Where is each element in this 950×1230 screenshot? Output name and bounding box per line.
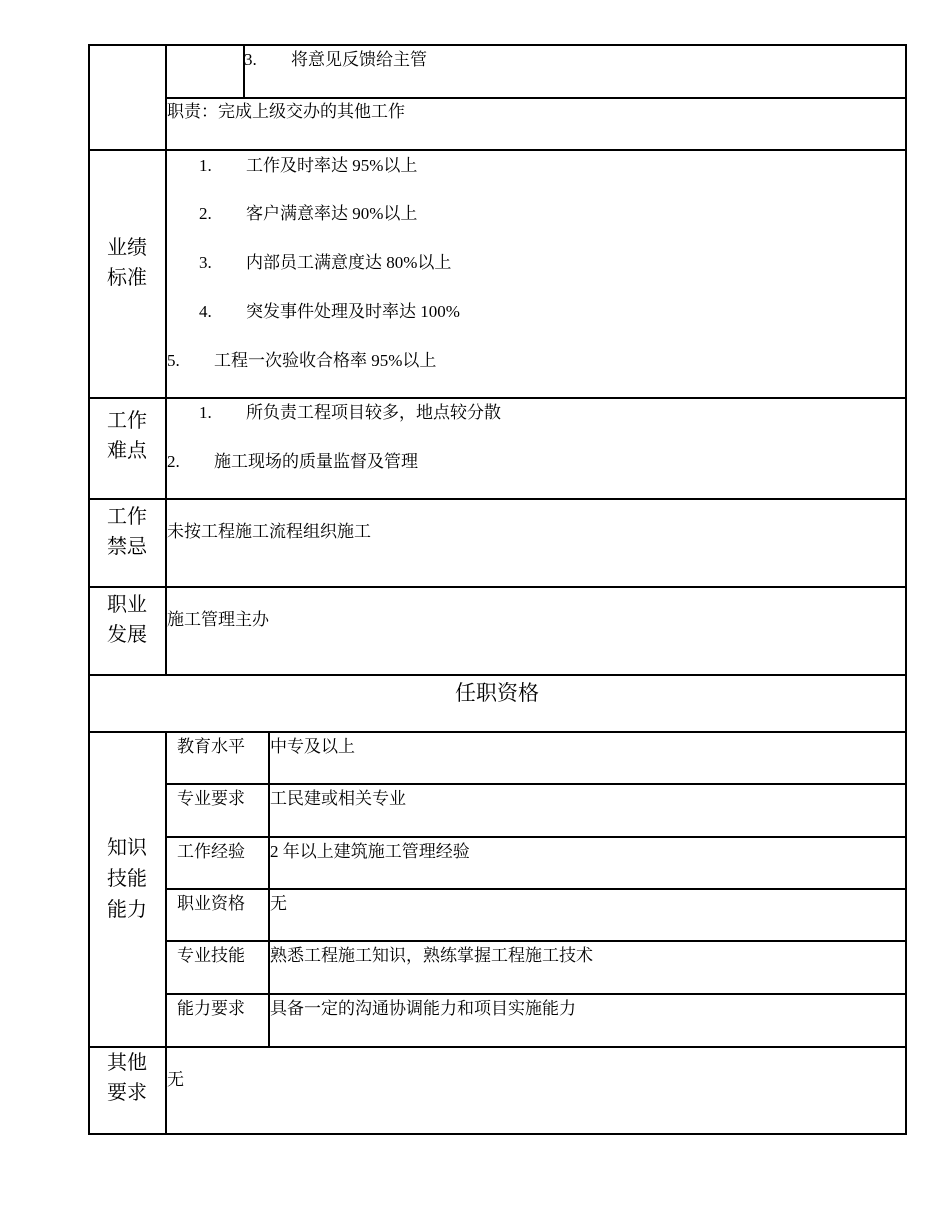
row-divider [166,888,907,890]
table-border-right [905,44,907,1135]
difficulty-label: 工作 难点 [107,410,147,462]
taboo-text: 未按工程施工流程组织施工 [167,522,371,541]
row-divider [88,397,907,399]
qualification-value: 具备一定的沟通协调能力和项目实施能力 [270,999,576,1018]
row-divider [166,993,907,995]
row-divider [166,940,907,942]
career-text: 施工管理主办 [167,610,269,629]
list-item-text: 突发事件处理及时率达 100% [246,302,460,321]
qualification-value: 熟悉工程施工知识，熟练掌握工程施工技术 [270,946,593,965]
list-item-number: 3. [244,50,257,69]
list-item-number: 2. [199,204,212,223]
row-divider [166,97,907,99]
qualification-value: 2 年以上建筑施工管理经验 [270,842,470,861]
list-item-number: 4. [199,302,212,321]
table-border-bottom [88,1133,907,1135]
qualification-value: 无 [270,894,287,913]
qualification-key: 职业资格 [177,894,245,913]
other-text: 无 [167,1070,184,1089]
list-item-text: 工程一次验收合格率 95%以上 [214,351,437,370]
career-label: 职业 发展 [107,594,147,646]
duty-text: 职责：完成上级交办的其他工作 [167,102,405,121]
qualification-value: 中专及以上 [270,737,355,756]
list-item-text: 工作及时率达 95%以上 [246,156,418,175]
list-item-text: 客户满意率达 90%以上 [246,204,418,223]
row-divider [88,498,907,500]
performance-label: 业绩 标准 [107,237,147,289]
list-item-number: 3. [199,253,212,272]
qualification-value: 工民建或相关专业 [270,789,406,808]
row-divider [166,836,907,838]
qualification-key: 能力要求 [177,999,245,1018]
row-divider [88,149,907,151]
row-divider [166,783,907,785]
qualification-key: 工作经验 [177,842,245,861]
qualification-key: 教育水平 [177,737,245,756]
list-item-text: 内部员工满意度达 80%以上 [246,253,452,272]
row-divider [88,1046,907,1048]
list-item-number: 1. [199,156,212,175]
qualification-key: 专业要求 [177,789,245,808]
row-divider [88,731,907,733]
list-item-text: 将意见反馈给主管 [291,50,427,69]
taboo-label: 工作 禁忌 [107,506,147,558]
list-item-text: 所负责工程项目较多，地点较分散 [246,403,501,422]
list-item-text: 施工现场的质量监督及管理 [214,452,418,471]
row-divider [88,586,907,588]
qualification-label: 知识 技能 能力 [107,837,147,921]
section-title: 任职资格 [455,681,539,705]
list-item-number: 1. [199,403,212,422]
other-label: 其他 要求 [107,1052,147,1104]
qualification-key: 专业技能 [177,946,245,965]
row-divider [88,674,907,676]
list-item-number: 2. [167,452,180,471]
table-border-top [88,44,907,46]
list-item-number: 5. [167,351,180,370]
